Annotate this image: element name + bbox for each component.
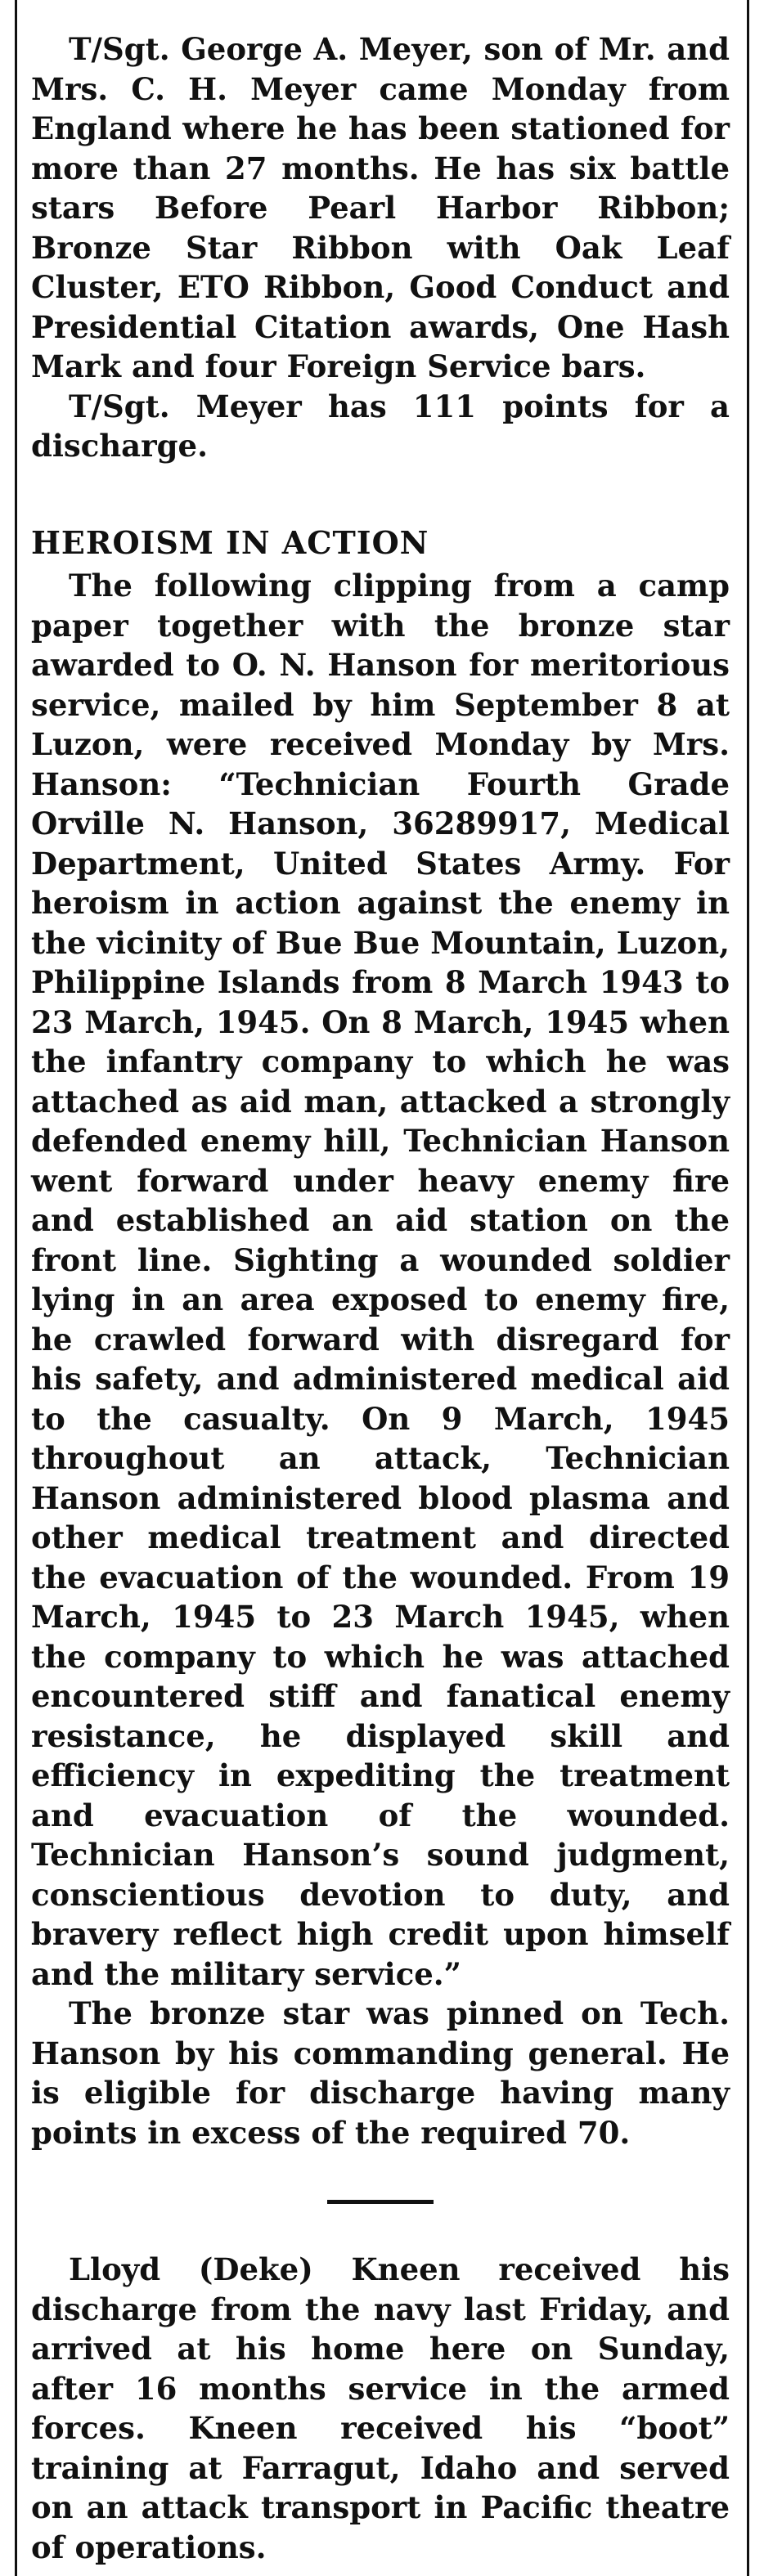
article-meyer <box>31 29 730 466</box>
column-rule-left <box>15 0 17 2576</box>
column-rule-right <box>747 0 749 2576</box>
article-paragraph: The bronze star was pinned on Tech. Hanson by his commanding general. He is eligible for discharge having many points in excess of the required 70. <box>31 1995 730 2151</box>
article-heroism <box>31 523 730 2153</box>
article-paragraph: T/Sgt. Meyer has 111 points for a discharge. <box>31 388 730 464</box>
article-kneen <box>31 2250 730 2567</box>
news-column <box>31 29 730 2567</box>
article-paragraph: Lloyd (Deke) Kneen received his discharge from the navy last Friday, and arrived at his home here on Sunday, after 16 months service in the armed forces. Kneen received his “boot” training at Farragut, Idaho and served on an attack transport in Pacific theatre of operations. <box>31 2251 730 2565</box>
section-divider <box>327 2200 434 2204</box>
article-paragraph: The following clipping from a camp paper together with the bronze star awarded to O. N. Hanson for meritorious service, mailed by him September 8 at Luzon, were received Monday by Mrs. Hanson: “Technician Fourth Grade Orville N. Hanson, 36289917, Medical Department, United States Army. For heroism in action against the enemy in the vicinity of Bue Bue Mountain, Luzon, Philippine Islands from 8 March 1943 to 23 March, 1945. On 8 March, 1945 when the infantry company to which he was attached as aid man, attacked a strongly defended enemy hill, Technician Hanson went forward under heavy enemy fire and established an aid station on the front line. Sighting a wounded soldier lying in an area exposed to enemy fire, he crawled forward with disregard for his safety, and administered medical aid to the casualty. On 9 March, 1945 throughout an attack, Technician Hanson administered blood plasma and other medical treatment and directed the evacuation of the wounded. From 19 March, 1945 to 23 March 1945, when the company to which he was attached encountered stiff and fanatical enemy resistance, he displayed skill and efficiency in expediting the treatment and evacuation of the wounded. Technician Hanson’s sound judgment, conscientious devotion to duty, and bravery reflect high credit upon himself and the military service.” <box>31 568 730 1992</box>
article-paragraph: T/Sgt. George A. Meyer, son of Mr. and Mrs. C. H. Meyer came Monday from England where he has been stationed for more than 27 months. He has six battle stars Before Pearl Harbor Ribbon; Bronze Star Ribbon with Oak Leaf Cluster, ETO Ribbon, Good Conduct and Presidential Citation awards, One Hash Mark and four Foreign Service bars. <box>31 31 730 384</box>
headline: HEROISM IN ACTION <box>31 523 429 561</box>
